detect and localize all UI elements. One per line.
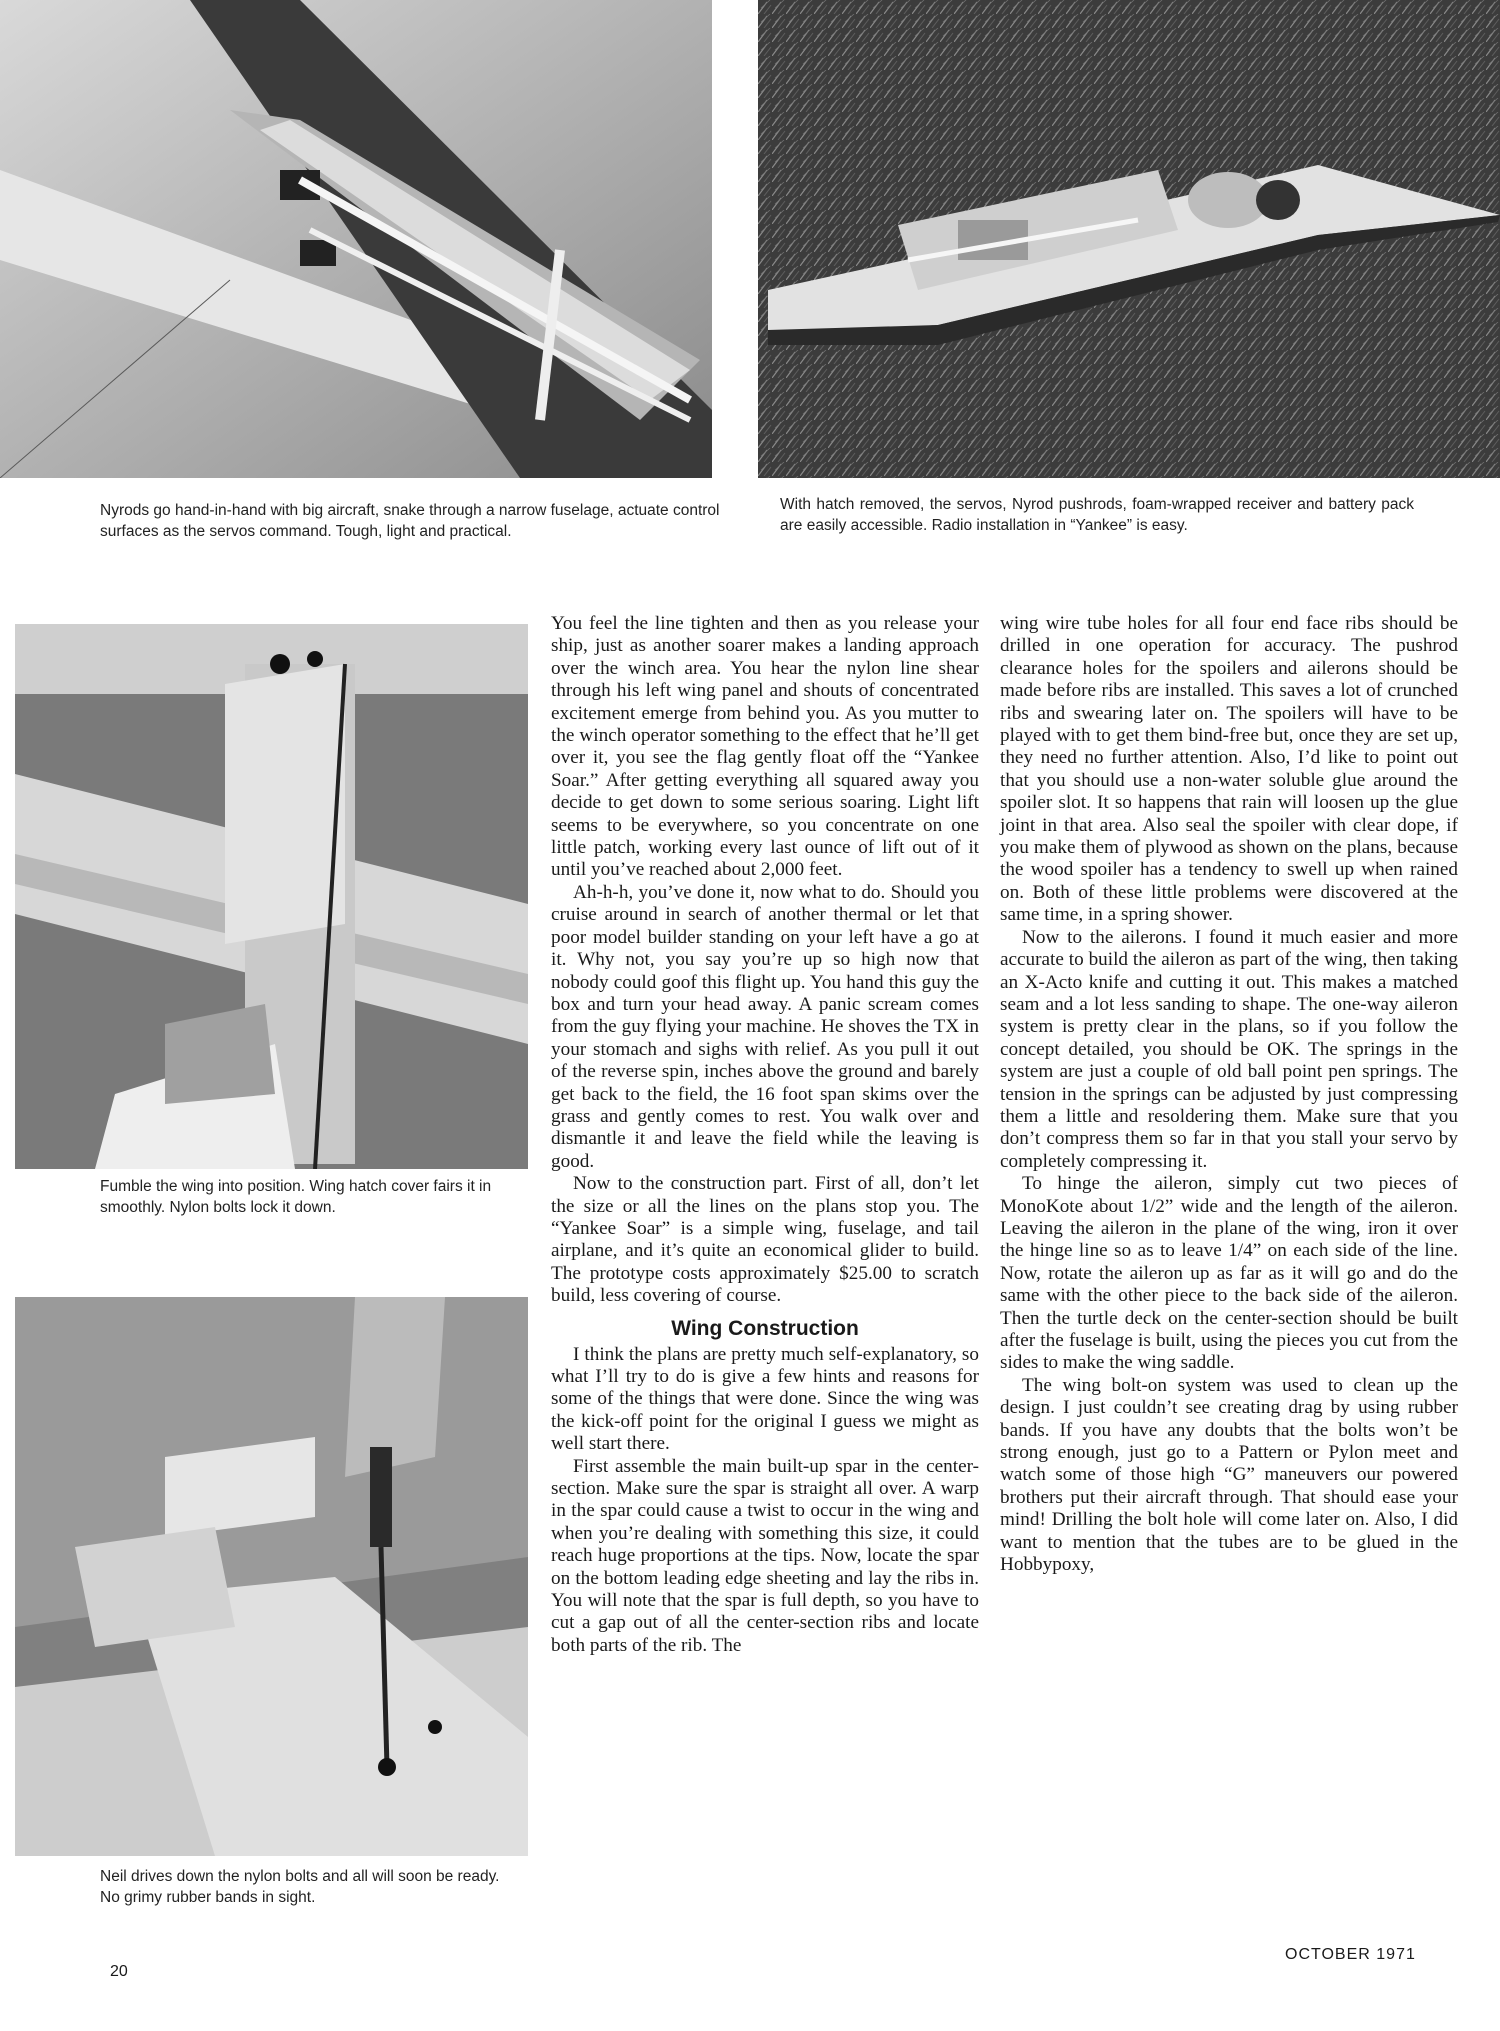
- caption-bottom-left: Neil drives down the nylon bolts and all will soon be ready. No grimy rubber bands in sight.: [100, 1868, 500, 1906]
- paragraph: Ah-h-h, you’ve done it, now what to do. Should you cruise around in search of another thermal or let that poor model builder standing on your left have a go at it. Why not, you say you’re up so high now that nobody could goof this flight up. You hand this guy the box and turn your head away. A panic scream comes from the guy flying your machine. He shoves the TX in your stomach and sighs with relief. As you pull it out of the reverse spin, inches above the ground and barely get back to the field, the 16 foot span skims over the grass and gently comes to rest. You walk over and dismantle it and leave the field while the leaving is good.: [551, 881, 979, 1172]
- paragraph: The wing bolt-on system was used to clean up the design. I just couldn’t see creating drag by using rubber bands. If you have any doubts that the bolts won’t be strong enough, just go to a Pattern or Pylon meet and watch some of those high “G” maneuvers our powered brothers put their aircraft through. That should ease your mind! Drilling the bolt hole will come later on. Also, I did want to mention that the tubes are to be glued in the Hobbypoxy,: [1000, 1374, 1458, 1576]
- caption-mid-left: Fumble the wing into position. Wing hatch cover fairs it in smoothly. Nylon bolts lock it down.: [100, 1178, 492, 1216]
- section-heading: Wing Construction: [671, 1316, 859, 1340]
- caption-top-right: With hatch removed, the servos, Nyrod pushrods, foam-wrapped receiver and battery pack are easily accessible. Radio installation in “Yankee” is easy.: [780, 496, 1414, 534]
- paragraph: wing wire tube holes for all four end face ribs should be drilled in one operation for accuracy. The pushrod clearance holes for the spoilers and ailerons should be made before ribs are installed. This saves a lot of crunched ribs and swearing later on. The spoilers will have to be played with to get them bind-free but, once they are set up, they need no further attention. Also, I’d like to point out that you should use a non-water soluble glue around the spoiler slot. It so happens that rain will loosen up the glue joint in that area. Also seal the spoiler with clear dope, if you make them of plywood as shown on the plans, because the wood spoiler has a tendency to swell up when rained on. Both of these little problems were discovered at the same time, in a spring shower.: [1000, 613, 1458, 926]
- photo-fuselage-nyrods: [0, 0, 712, 478]
- paragraph: I think the plans are pretty much self-explanatory, so what I’ll try to do is give a few hints and reasons for some of the things that were done. Since the wing was the kick-off point for the original I guess we might as well start there.: [551, 1343, 979, 1455]
- paragraph: Now to the ailerons. I found it much easier and more accurate to build the aileron as part of the wing, then taking an X-Acto knife and cutting it out. This makes a matched seam and a lot less sanding to shape. The one-way aileron system is pretty clear in the plans, so if you follow the concept detailed, you should be OK. The springs in the system are just a couple of old ball point pen springs. The tension in the springs can be adjusted by just compressing them a little and resoldering them. Make sure that you don’t compress them so far in that you stall your servo by completely compressing it.: [1000, 926, 1458, 1172]
- article-column-2: [1000, 613, 1458, 1576]
- paragraph: Now to the construction part. First of all, don’t let the size or all the lines on the plans stop you. The “Yankee Soar” is a simple wing, fuselage, and tail airplane, and it’s quite an economical glider to build. The prototype costs approximately $25.00 to scratch build, less covering of course.: [551, 1173, 979, 1307]
- issue-date: OCTOBER 1971: [1285, 1946, 1416, 1963]
- paragraph: To hinge the aileron, simply cut two pieces of MonoKote about 1/2” wide and the length of the aileron. Leaving the aileron in the plane of the wing, iron it over the hinge line so as to leave 1/4” on each side of the line. Now, rotate the aileron up as far as it will go and do the same with the other piece to the back side of the aileron. Then the turtle deck on the center-section should be built after the fuselage is built, using the pieces you cut from the sides to make the wing saddle.: [1000, 1173, 1458, 1374]
- photo-wing-position: [15, 624, 528, 1169]
- paragraph: First assemble the main built-up spar in the center-section. Make sure the spar is straight all over. A warp in the spar could cause a twist to occur in the wing and when you’re dealing with something this size, it could reach huge proportions at the tips. Now, locate the spar on the bottom leading edge sheeting and lay the ribs in. You will note that the spar is full depth, so you have to cut a gap out of all the center-section ribs and locate both parts of the rib. The: [551, 1455, 979, 1656]
- photo-nylon-bolts: [15, 1297, 528, 1856]
- article-column-1: [551, 613, 979, 1657]
- photo-servos-hatch: [758, 0, 1500, 478]
- page-number: 20: [110, 1963, 128, 1980]
- caption-top-left: Nyrods go hand-in-hand with big aircraft, snake through a narrow fuselage, actuate control surfaces as the servos command. Tough, light and practical.: [100, 502, 720, 540]
- paragraph: You feel the line tighten and then as you release your ship, just as another soarer makes a landing approach over the winch area. You hear the nylon line shear through his left wing panel and shouts of concentrated excitement emerge from behind you. As you mutter to the winch operator something to the effect that he’ll get over it, you see the flag gently float off the “Yankee Soar.” After getting everything all squared away you decide to get down to some serious soaring. Light lift seems to be everywhere, so you concentrate on one little patch, working every last ounce of lift out of it until you’ve reached about 2,000 feet.: [551, 613, 979, 881]
